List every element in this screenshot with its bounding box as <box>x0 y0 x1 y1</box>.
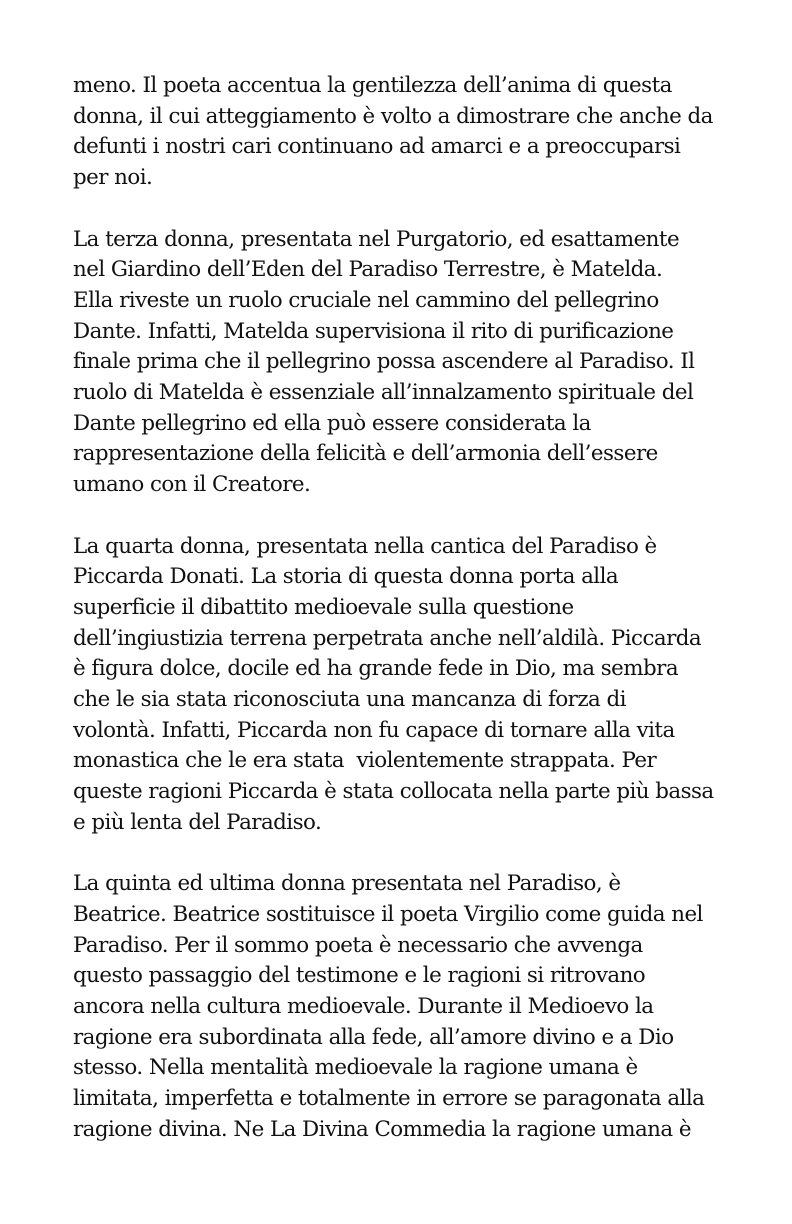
text-line: La quarta donna, presentata nella cantica del Paradiso è <box>73 533 657 559</box>
text-line: rappresentazione della felicità e dell’armonia dell’essere <box>73 441 658 467</box>
paragraph-2 <box>73 225 733 501</box>
text-line: Dante. Infatti, Matelda supervisiona il rito di purificazione <box>73 318 674 344</box>
text-line: questo passaggio del testimone e le ragioni si ritrovano <box>73 963 646 989</box>
body-text <box>73 71 733 1176</box>
text-line: è figura dolce, docile ed ha grande fede in Dio, ma sembra <box>73 656 679 682</box>
text-line: Paradiso. Per il sommo poeta è necessario che avvenga <box>73 932 643 958</box>
text-line: ragione divina. Ne La Divina Commedia la ragione umana è <box>73 1116 691 1142</box>
text-line: per noi. <box>73 165 153 191</box>
paragraph-3 <box>73 532 733 839</box>
text-line: nel Giardino dell’Eden del Paradiso Terrestre, è Matelda. <box>73 257 663 283</box>
text-line: stesso. Nella mentalità medioevale la ragione umana è <box>73 1055 638 1081</box>
text-line: La terza donna, presentata nel Purgatorio, ed esattamente <box>73 226 680 252</box>
text-line: volontà. Infatti, Piccarda non fu capace di tornare alla vita <box>73 717 675 743</box>
text-line: limitata, imperfetta e totalmente in errore se paragonata alla <box>73 1086 705 1112</box>
text-line: ancora nella cultura medioevale. Durante il Medioevo la <box>73 994 654 1020</box>
text-line: e più lenta del Paradiso. <box>73 809 322 835</box>
text-line: monastica che le era stata violentemente strappata. Per <box>73 748 657 774</box>
text-line: Beatrice. Beatrice sostituisce il poeta Virgilio come guida nel <box>73 901 703 927</box>
text-line: superficie il dibattito medioevale sulla questione <box>73 594 574 620</box>
text-line: dell’ingiustizia terrena perpetrata anche nell’aldilà. Piccarda <box>73 625 702 651</box>
paragraph-1 <box>73 71 733 194</box>
text-line: che le sia stata riconosciuta una mancanza di forza di <box>73 687 626 713</box>
text-line: queste ragioni Piccarda è stata collocata nella parte più bassa <box>73 779 714 805</box>
paragraph-4 <box>73 869 733 1145</box>
text-line: Piccarda Donati. La storia di questa donna porta alla <box>73 564 619 590</box>
text-line: ragione era subordinata alla fede, all’amore divino e a Dio <box>73 1024 674 1050</box>
text-line: ruolo di Matelda è essenziale all’innalzamento spirituale del <box>73 380 694 406</box>
text-line: meno. Il poeta accentua la gentilezza dell’anima di questa <box>73 73 672 98</box>
text-line: Ella riveste un ruolo cruciale nel cammino del pellegrino <box>73 287 659 313</box>
text-line: La quinta ed ultima donna presentata nel Paradiso, è <box>73 871 621 897</box>
text-line: Dante pellegrino ed ella può essere considerata la <box>73 410 591 436</box>
text-line: finale prima che il pellegrino possa ascendere al Paradiso. Il <box>73 349 695 375</box>
text-line: umano con il Creatore. <box>73 472 311 498</box>
text-line: defunti i nostri cari continuano ad amarci e a preoccuparsi <box>73 134 681 160</box>
text-line: donna, il cui atteggiamento è volto a dimostrare che anche da <box>73 103 713 129</box>
